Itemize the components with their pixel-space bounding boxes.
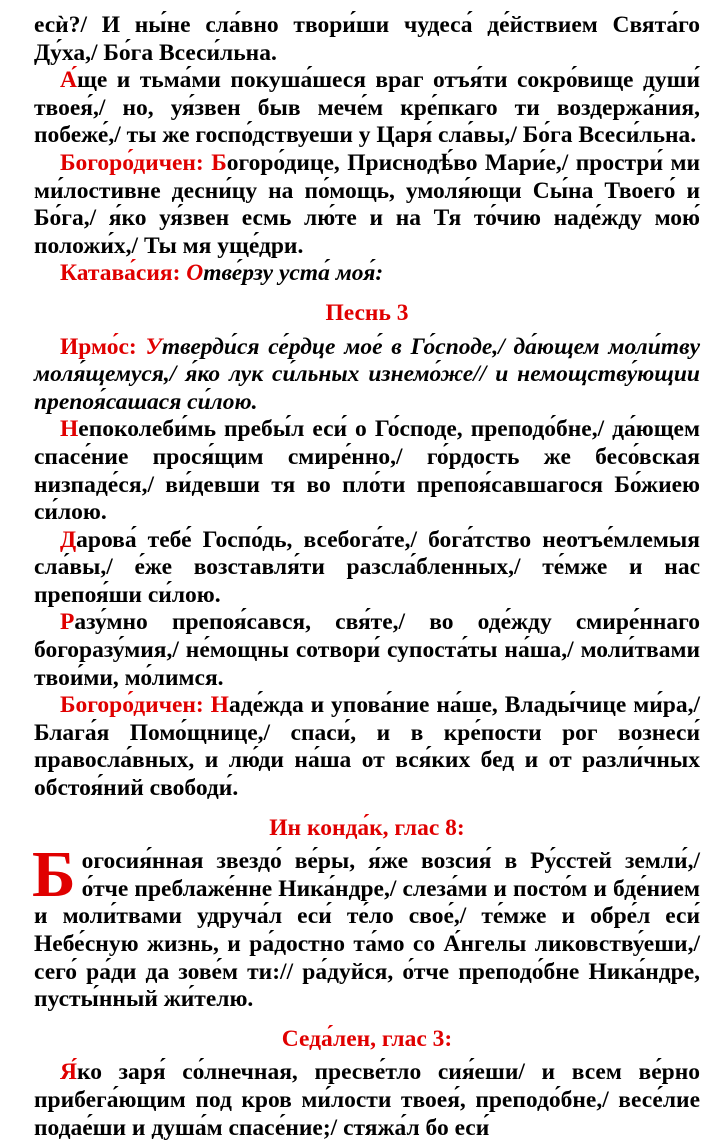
- paragraph-9: [34, 692, 700, 802]
- initial-letter: А́: [60, 67, 77, 94]
- initial-letter: О: [186, 260, 204, 287]
- drop-cap-letter: Б: [32, 838, 76, 912]
- theotokion-label: Богоро́дичен:: [60, 692, 204, 719]
- section-heading-sedalen: Седа́лен, глас 3:: [281, 1025, 453, 1052]
- paragraph-3-text: огоро́дице, Приснодѣ́во Мари́е,/ простри́ ми ми́лостивне десни́цу на по́мощь, умоля́ющи Сы́на Твоего́ и Бо́га,/ я́ко уя́звен есмь лю́те и на Тя то́чию наде́жду мою́ положи́х,/ Ты мя уще́дри.: [34, 149, 700, 259]
- paragraph-10: [32, 838, 700, 1014]
- paragraph-7: [34, 527, 700, 610]
- theotokion-label: Богоро́дичен:: [60, 149, 204, 176]
- initial-letter: Р: [60, 609, 75, 636]
- paragraph-7-text: арова́ тебе́ Госпо́дь, всебога́те,/ бога́тство неотъе́млемыя сла́вы,/ е́же возставля́ти разсла́бленных,/ те́мже и нас препоя́ши си́лою.: [34, 526, 700, 608]
- initial-letter: Я́: [60, 1059, 77, 1086]
- paragraph-1-text: есѝ?/ И ны́не сла́вно твори́ши чудеса́ де́йствием Свята́го Ду́ха,/ Бо́га Всеси́льна.: [34, 12, 700, 66]
- katavasia-label: Катава́сия:: [60, 260, 181, 287]
- irmos-label: Ирмо́с:: [60, 333, 137, 360]
- initial-letter: У: [145, 333, 162, 360]
- section-heading-ode-3: Песнь 3: [325, 299, 409, 326]
- paragraph-10-text: огосия́нная звездо́ ве́ры, я́же возсия́ в Ру́сстей земли́,/ о́тче преблаже́нне Ника́ндре,/ слеза́ми и посто́м и бде́нием и моли́твами удруча́л еси́ те́ло свое́,/ те́мже и обре́л еси́ Небе́сную жизнь, и ра́достно та́мо со А́нгелы ликовству́еши,/ сего́ ра́ди да зове́м ти:// ра́дуйся, о́тче преподо́бне Ника́ндре, пусты́нный жи́телю.: [34, 848, 700, 1013]
- paragraph-6: [34, 416, 700, 526]
- initial-letter: Д: [60, 526, 77, 553]
- paragraph-9-text: аде́жда и упова́ние на́ше, Влады́чице ми́ра,/ Блага́я Помо́щнице,/ спаси́, и в кре́пости рог вознеси́ правосла́вных, и лю́ди на́ша от вся́ких бед и от разли́чных обстоя́ний свободи́.: [34, 692, 701, 802]
- paragraph-4: [34, 260, 700, 288]
- paragraph-4-text: тве́рзу уста́ моя́:: [203, 260, 384, 287]
- paragraph-5-text: тверди́ся се́рдце мое́ в Го́споде,/ да́ющем моли́тву моля́щемуся,/ я́ко лук си́льных изнемо́же// и немощству́ющии препоя́сашася си́лою.: [34, 333, 700, 415]
- paragraph-11-text: ко заря́ со́лнечная, пресве́тло сия́еши/ и всем ве́рно прибега́ющим под кров ми́лости твоея́, преподо́бне,/ весе́лие подае́ши и душа́м спасе́ние;/ стяжа́л бо еси́: [34, 1059, 700, 1141]
- paragraph-1: [34, 12, 700, 67]
- initial-letter: Н: [210, 692, 229, 719]
- paragraph-2-text: ще и тьма́ми покуша́шеся враг отъя́ти сокро́вище души́ твоея́,/ но, уя́звен быв мече́м кре́пкаго ти воздержа́ния, побеже́,/ ты же госпо́дствуеши у Царя́ сла́вы,/ Бо́га Всеси́льна.: [34, 67, 700, 149]
- paragraph-5: [34, 334, 700, 417]
- paragraph-8-text: азу́мно препоя́сався, свя́те,/ во оде́жду смире́ннаго богоразу́мия,/ не́мощны сотвори́ супоста́ты на́ша,/ моли́твами твои́ми, мо́лимся.: [34, 609, 700, 691]
- initial-letter: Б: [211, 149, 227, 176]
- paragraph-11: [34, 1059, 700, 1142]
- initial-letter: Н: [60, 416, 79, 443]
- paragraph-6-text: епоколеби́мь пребы́л еси́ о Го́споде, преподо́бне,/ да́ющем спасе́ние прося́щим смире́нно,/ го́рдость же бесо́вская низпаде́ся,/ ви́девши тя во пло́ти препоя́савшагося Бо́жиею си́лою.: [34, 416, 700, 526]
- document-page: [34, 12, 700, 1142]
- paragraph-2: [34, 67, 700, 150]
- paragraph-8: [34, 609, 700, 692]
- section-heading-kontakion: Ин конда́к, глас 8:: [269, 814, 465, 841]
- paragraph-3: [34, 150, 700, 260]
